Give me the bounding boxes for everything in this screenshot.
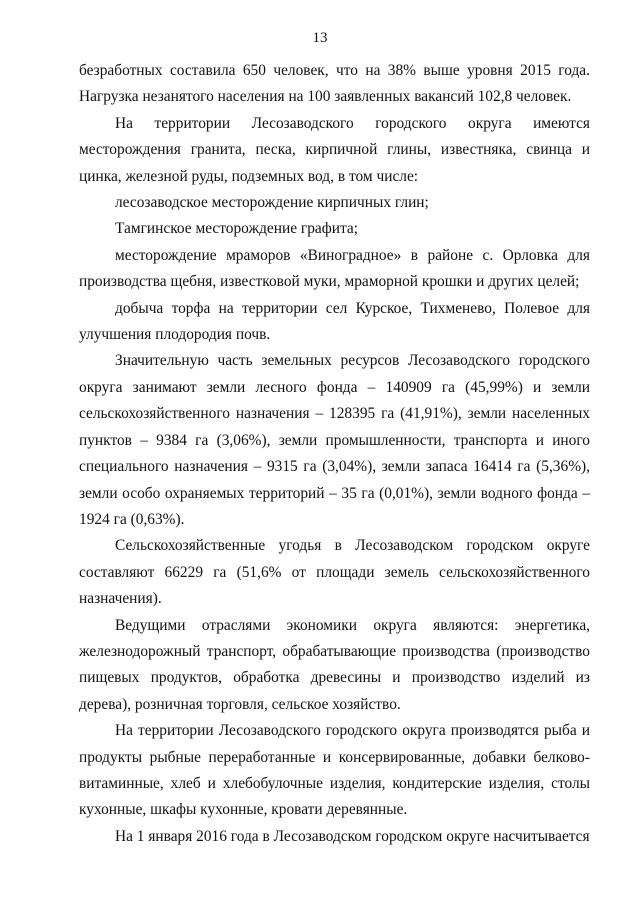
paragraph-land-resources: Значительную часть земельных ресурсов Лесозаводского городского округа занимают земли лесного фонда – 140909 га (45,99%) и земли сельскохозяйственного назначения – 128395 га (41,91%), земли населенных пунктов – 9384 га (3,06%), земли промышленности, транспорта и иного специального назначения – 9315 га (3,04%), земли запаса 16414 га (5,36%), земли особо охраняемых территорий – 35 га (0,01%), земли водного фонда – 1924 га (0,63%). bbox=[79, 352, 590, 528]
paragraph-products: На территории Лесозаводского городского округа производятся рыба и продукты рыбные переработанные и консервированные, добавки белково-витаминные, хлеб и хлебобулочные изделия, кондитерские изделия, столы кухонные, шкафы кухонные, кровати деревянные. bbox=[79, 722, 590, 819]
page-number: 13 bbox=[312, 30, 328, 46]
paragraph-deposits-intro: На территории Лесозаводского городского округа имеются месторождения гранита, песка, кирпичной глины, известняка, свинца и цинка, железной руды, подземных вод, в том числе: bbox=[79, 114, 590, 185]
paragraph-unemployment: безработных составила 650 человек, что на 38% выше уровня 2015 года. Нагрузка незанятого населения на 100 заявленных вакансий 102,8 человек. bbox=[79, 62, 590, 106]
list-item-peat: добыча торфа на территории сел Курское, Тихменево, Полевое для улучшения плодородия почв. bbox=[79, 299, 590, 344]
paragraph-population-start: На 1 января 2016 года в Лесозаводском городском округе насчитывается bbox=[115, 827, 590, 845]
paragraph-economy-sectors: Ведущими отраслями экономики округа являются: энергетика, железнодорожный транспорт, обрабатывающие производства (производство пищевых продуктов, обработка древесины и производство изделий из дерева), розничная торговля, сельское хозяйство. bbox=[79, 616, 590, 713]
document-body bbox=[79, 58, 590, 850]
list-item-marble: месторождение мраморов «Виноградное» в районе с. Орловка для производства щебня, известковой муки, мраморной крошки и других целей; bbox=[79, 246, 590, 291]
paragraph-agricultural-land: Сельскохозяйственные угодья в Лесозаводском городском округе составляют 66229 га (51,6% от площади земель сельскохозяйственного назначения). bbox=[79, 537, 590, 608]
list-item-graphite: Тамгинское месторождение графита; bbox=[115, 220, 358, 238]
list-item-brick-clay: лесозаводское месторождение кирпичных глин; bbox=[115, 194, 429, 212]
